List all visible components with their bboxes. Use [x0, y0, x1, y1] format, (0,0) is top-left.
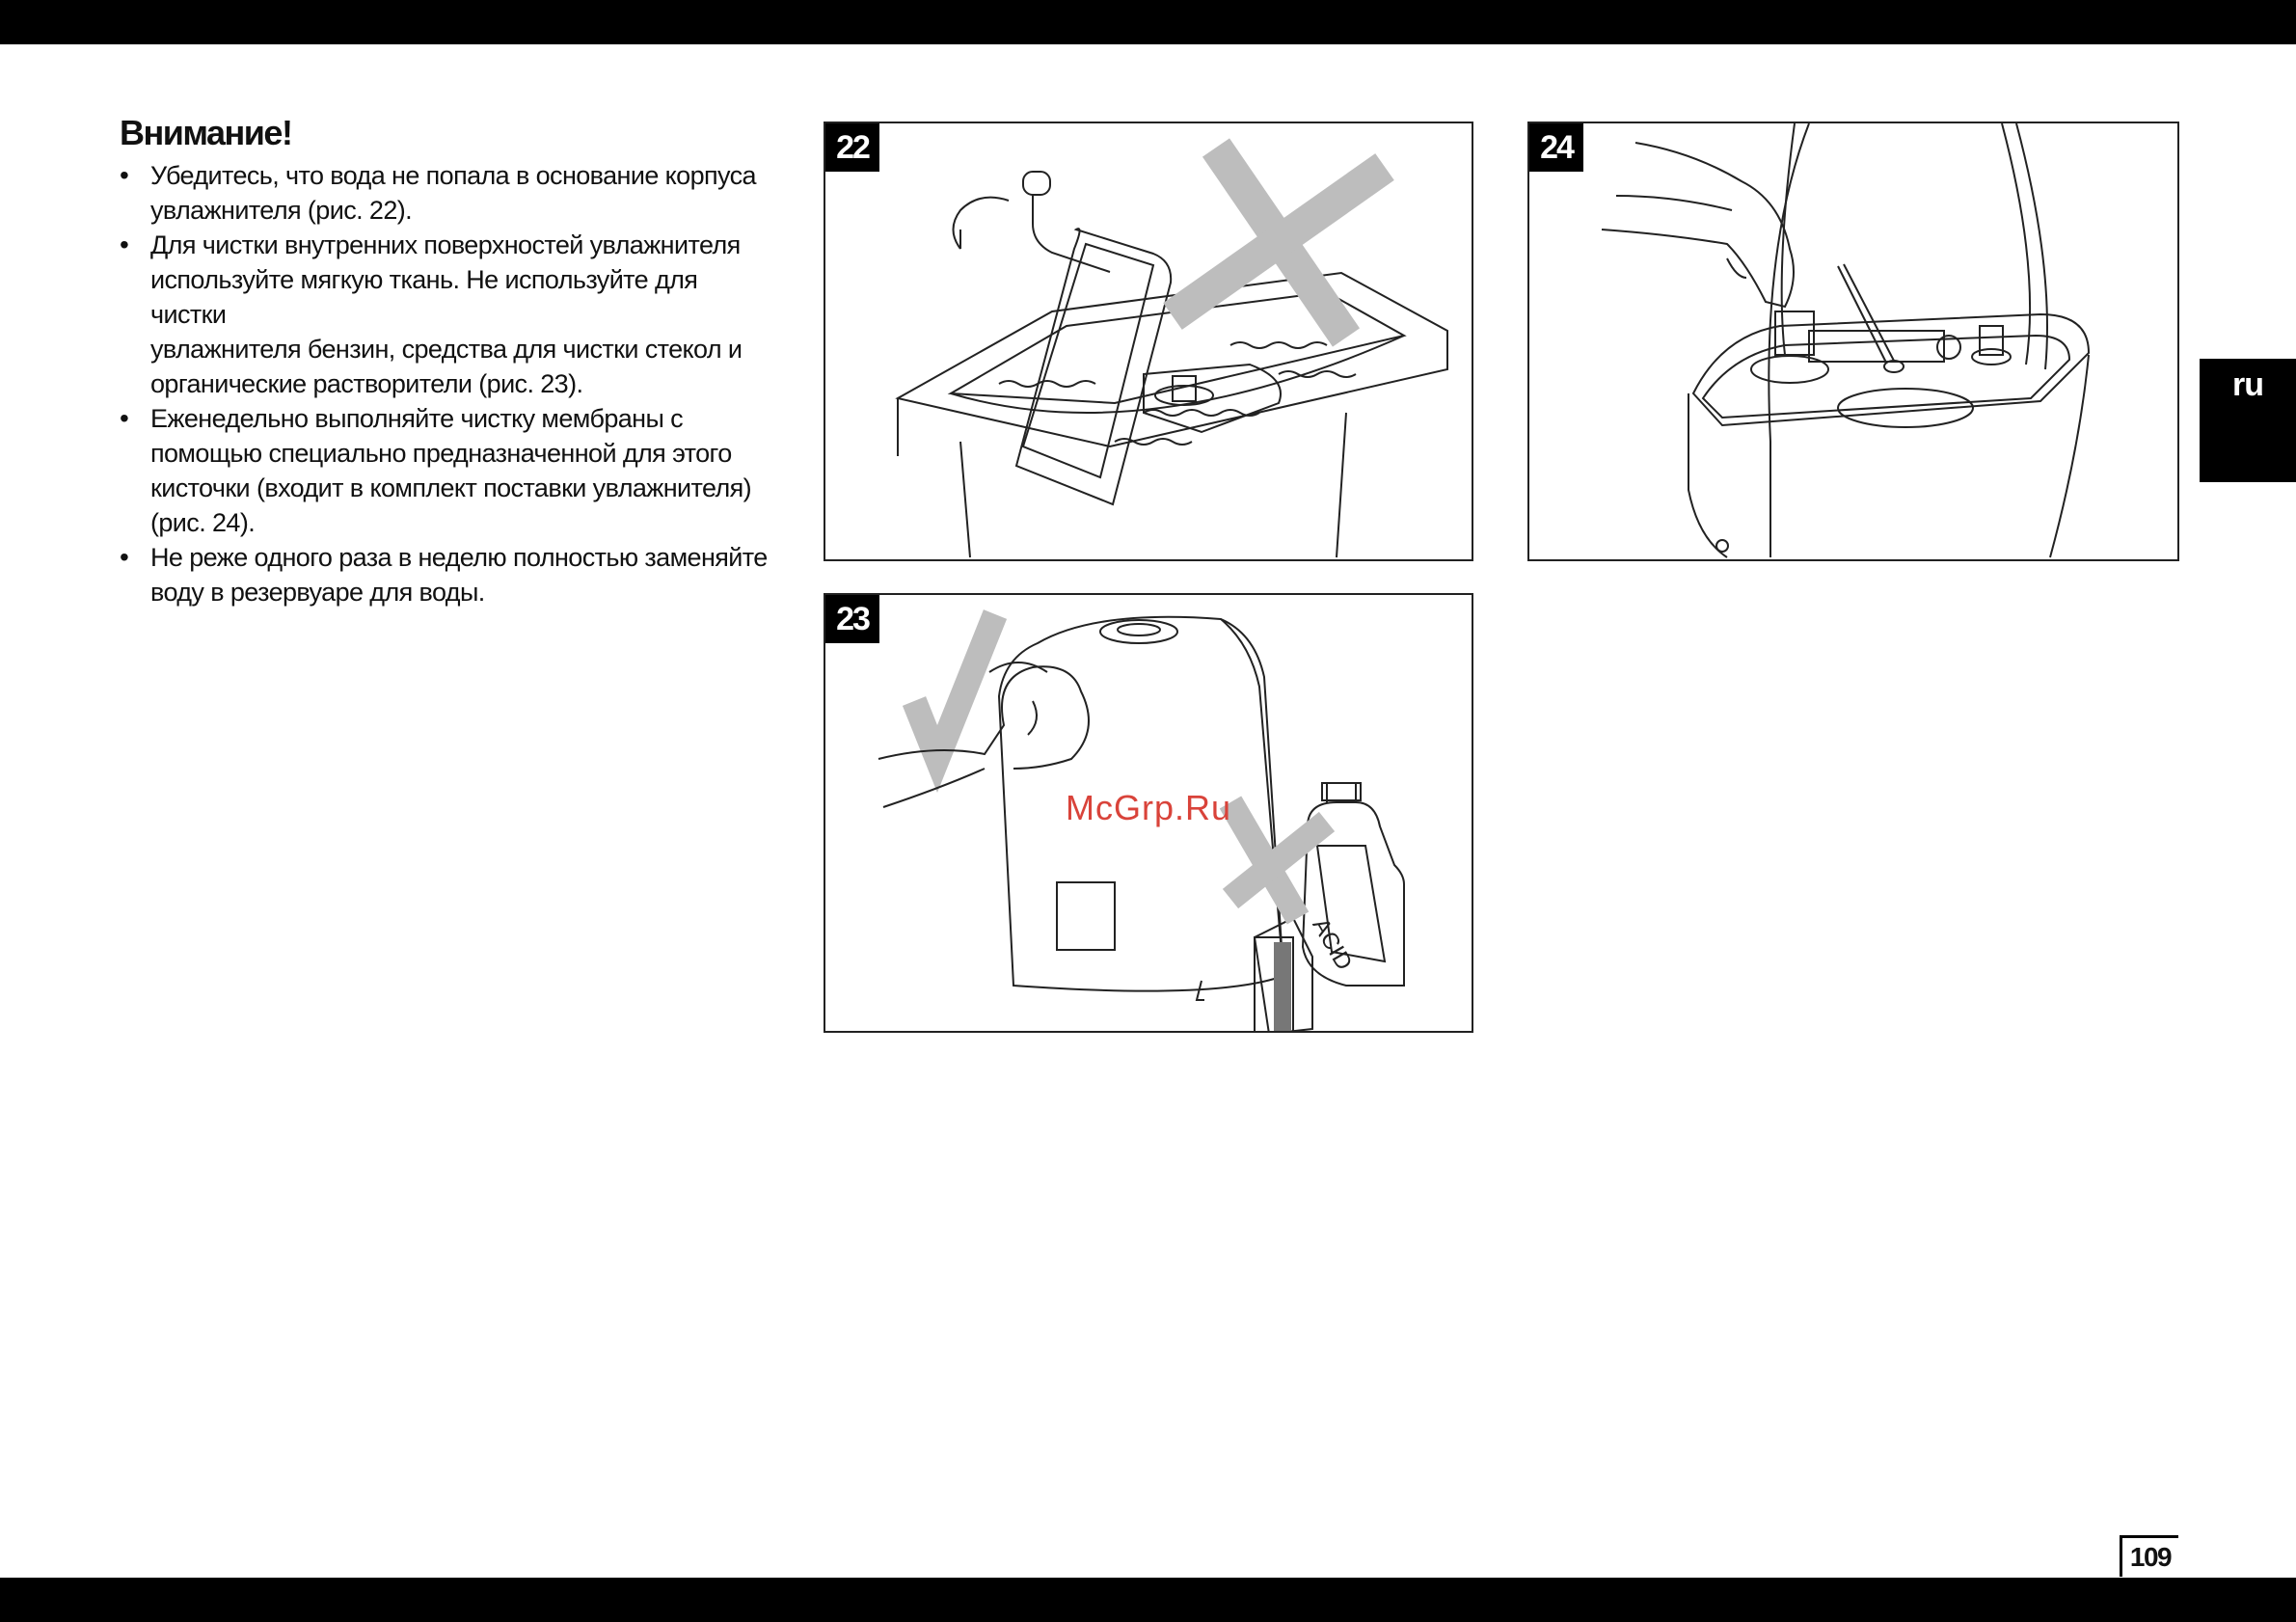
bullet-line: органические растворители (рис. 23). — [150, 369, 583, 398]
top-black-bar — [0, 0, 2296, 44]
figure-22 — [824, 122, 1473, 561]
bullet-item — [120, 158, 775, 228]
bullet-line: • Еженедельно выполняйте чистку мембраны с — [150, 404, 684, 433]
page-number: 109 — [2120, 1535, 2178, 1577]
bottle-label: ACID — [1307, 913, 1358, 975]
figure-23 — [824, 593, 1473, 1033]
watermark: McGrp.Ru — [1065, 788, 1232, 827]
bullet-line: увлажнителя (рис. 22). — [150, 196, 413, 225]
figure-number: 24 — [1529, 123, 1583, 172]
bullet-line: • Убедитесь, что вода не попала в основание корпуса — [150, 161, 756, 190]
bullet-item — [120, 401, 775, 540]
text-column — [120, 112, 775, 609]
sink-illustration — [825, 123, 1472, 559]
bullet-line: увлажнителя бензин, средства для чистки стекол и — [150, 335, 743, 364]
bullet-line: воду в резервуаре для воды. — [150, 578, 485, 607]
language-tab: ru — [2200, 359, 2296, 482]
bullet-line: (рис. 24). — [150, 508, 256, 537]
box-stripes — [1274, 942, 1291, 1031]
bottom-black-bar — [0, 1578, 2296, 1622]
bullet-line: помощью специально предназначенной для этого — [150, 439, 732, 468]
bullet-item — [120, 228, 775, 401]
bullet-item — [120, 540, 775, 609]
figure-24 — [1527, 122, 2179, 561]
figure-number: 22 — [825, 123, 879, 172]
bullet-list — [120, 158, 775, 609]
bullet-line: кисточки (входит в комплект поставки увлажнителя) — [150, 473, 752, 502]
membrane-cleaning-illustration — [1529, 123, 2177, 559]
bullet-line: используйте мягкую ткань. Не используйте для чистки — [150, 265, 698, 329]
bullet-line: • Не реже одного раза в неделю полностью заменяйте — [150, 543, 768, 572]
bullet-line: • Для чистки внутренних поверхностей увлажнителя — [150, 230, 741, 259]
check-mark — [914, 614, 995, 759]
figure-number: 23 — [825, 595, 879, 643]
warning-heading: Внимание! — [120, 113, 292, 152]
